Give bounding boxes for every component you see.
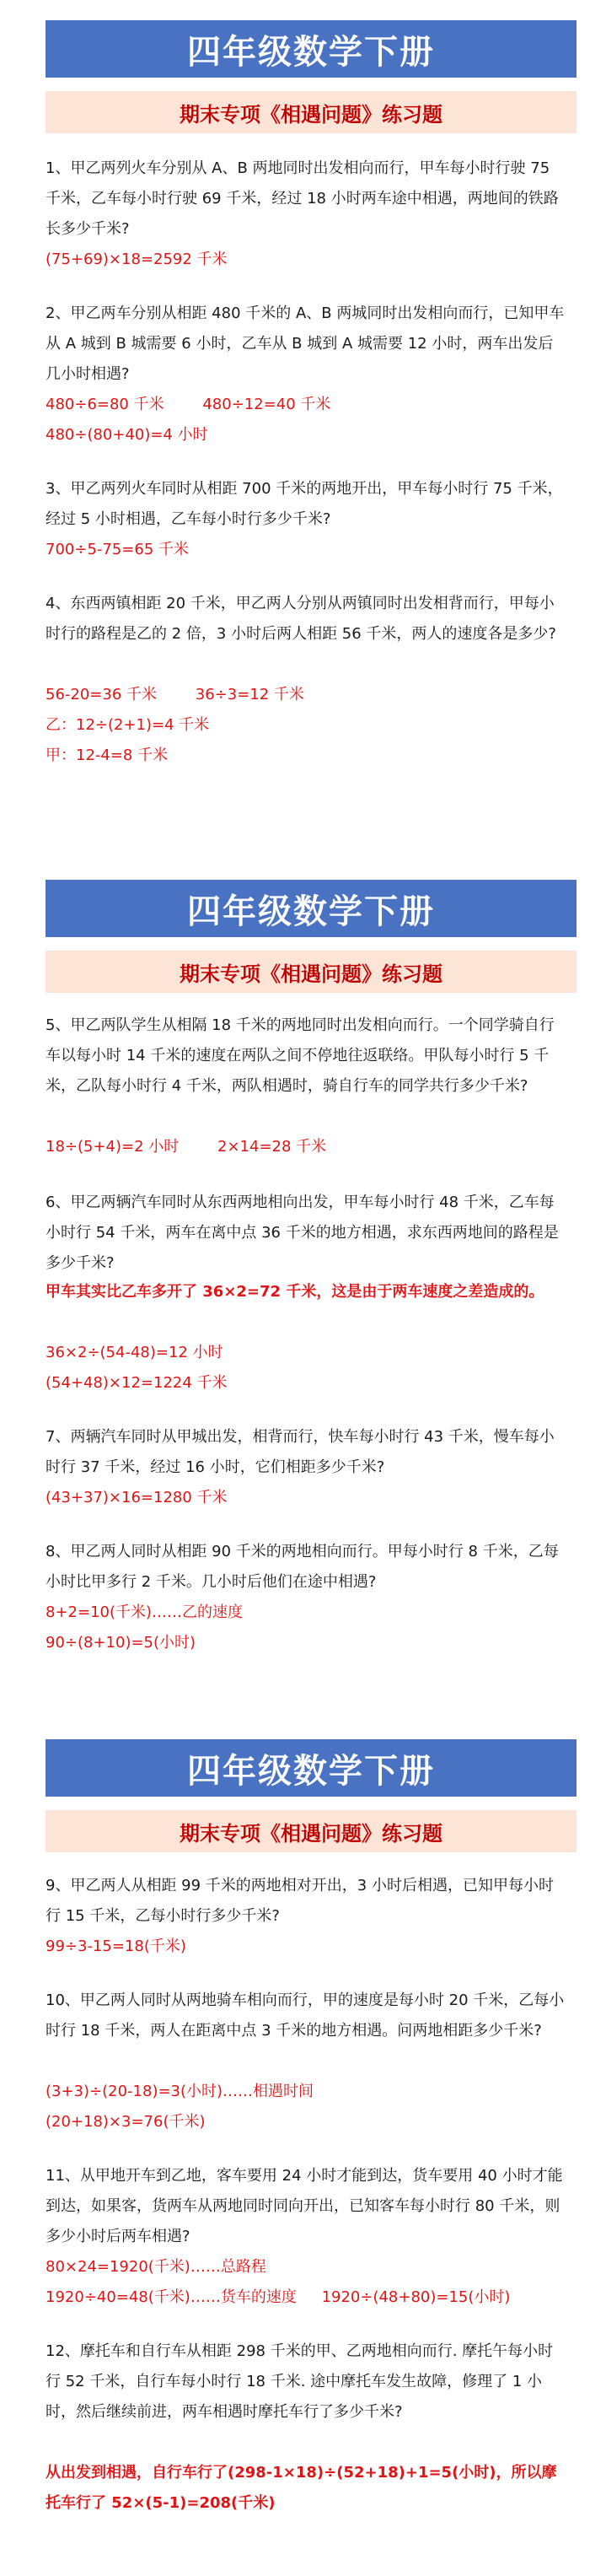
answer-5-line-1 (46, 1132, 577, 1162)
answer-2-part-1: 480÷6=80 千米 (46, 396, 164, 413)
answer-4-part-2: 36÷3=12 千米 (195, 686, 304, 703)
question-5: 5、甲乙两队学生从相隔 18 千米的两地同时出发相向而行。一个同学骑自行车以每小时 14 千米的速度在两队之间不停地往返联络。甲队每小时行 5 千米，乙队每小时行 4 千米，两队相遇时，骑自行车的同学共行多少千米? (46, 1016, 555, 1095)
worksheet-subtitle: 期末专项《相遇问题》练习题 (46, 91, 577, 133)
question-1: 1、甲乙两列火车分别从 A、B 两地同时出发相向而行，甲车每小时行驶 75 千米，乙车每小时行驶 69 千米，经过 18 小时两车途中相遇，两地间的铁路长多少千米? (46, 159, 559, 238)
question-7: 7、两辆汽车同时从甲城出发，相背而行，快车每小时行 43 千米，慢车每小时行 37 千米，经过 16 小时，它们相距多少千米? (46, 1428, 555, 1476)
answer-4-line-1 (46, 680, 577, 710)
worksheet-title: 四年级数学下册 (46, 20, 577, 78)
worksheet-title: 四年级数学下册 (46, 880, 577, 937)
answer-10-line-1: (3+3)÷(20-18)=3(小时)……相遇时间 (46, 2083, 314, 2100)
answer-8-line-2: 90÷(8+10)=5(小时) (46, 1634, 196, 1652)
answer-5-part-1: 18÷(5+4)=2 小时 (46, 1138, 180, 1156)
answer-2-line-2: 480÷(80+40)=4 小时 (46, 426, 208, 444)
worksheet-subtitle: 期末专项《相遇问题》练习题 (46, 1810, 577, 1852)
worksheet-title: 四年级数学下册 (46, 1739, 577, 1797)
question-3: 3、甲乙两列火车同时从相距 700 千米的两地开出，甲车每小时行 75 千米，经过 5 小时相遇，乙车每小时行多少千米? (46, 480, 563, 528)
question-9: 9、甲乙两人从相距 99 千米的两地相对开出，3 小时后相遇，已知甲每小时行 15 千米，乙每小时行多少千米? (46, 1877, 554, 1925)
answer-10-line-2: (20+18)×3=76(千米) (46, 2113, 206, 2131)
question-6: 6、甲乙两辆汽车同时从东西两地相向出发，甲车每小时行 48 千米，乙车每小时行 54 千米，两车在离中点 36 千米的地方相遇，求东西两地间的路程是多少千米? (46, 1194, 559, 1272)
answer-5-part-2: 2×14=28 千米 (217, 1138, 327, 1156)
question-8: 8、甲乙两人同时从相距 90 千米的两地相向而行。甲每小时行 8 千米，乙每小时比甲多行 2 千米。几小时后他们在途中相遇? (46, 1543, 559, 1591)
worksheet-subtitle: 期末专项《相遇问题》练习题 (46, 951, 577, 993)
answer-3-line-1: 700÷5-75=65 千米 (46, 541, 189, 558)
answer-9-line-1: 99÷3-15=18(千米) (46, 1937, 186, 1955)
answer-6-line-1: 甲车其实比乙车多开了 36×2=72 千米，这是由于两车速度之差造成的。 (46, 1283, 544, 1301)
answer-11-part-1: 1920÷40=48(千米)……货车的速度 (46, 2288, 297, 2306)
answer-4-line-3: 甲：12-4=8 千米 (46, 746, 169, 764)
answer-12-line-1: 从出发到相遇，自行车行了(298-1×18)÷(52+18)+1=5(小时)，所以摩托车行了 52×(5-1)=208(千米) (46, 2464, 557, 2512)
answer-8-line-1: 8+2=10(千米)……乙的速度 (46, 1603, 244, 1621)
answer-11-line-2 (46, 2282, 577, 2313)
answer-11-part-2: 1920÷(48+80)=15(小时) (321, 2288, 511, 2306)
answer-7-line-1: (43+37)×16=1280 千米 (46, 1489, 228, 1506)
answer-2-line-1 (46, 390, 577, 420)
answer-6-line-2: 36×2÷(54-48)=12 小时 (46, 1344, 223, 1361)
answer-2-part-2: 480÷12=40 千米 (202, 396, 331, 413)
question-4: 4、东西两镇相距 20 千米，甲乙两人分别从两镇同时出发相背而行，甲每小时行的路程是乙的 2 倍，3 小时后两人相距 56 千米，两人的速度各是多少? (46, 595, 556, 643)
answer-1-line-1: (75+69)×18=2592 千米 (46, 251, 228, 268)
question-10: 10、甲乙两人同时从两地骑车相向而行，甲的速度是每小时 20 千米，乙每小时行 18 千米，两人在距离中点 3 千米的地方相遇。问两地相距多少千米? (46, 1991, 565, 2040)
answer-6-line-3: (54+48)×12=1224 千米 (46, 1374, 228, 1392)
question-12: 12、摩托车和自行车从相距 298 千米的甲、乙两地相向而行. 摩托午每小时行 52 千米，自行车每小时行 18 千米. 途中摩托车发生故障，修理了 1 小时，然后继续前进，两车相遇时摩托车行了多少千米? (46, 2342, 554, 2421)
question-2: 2、甲乙两车分别从相距 480 千米的 A、B 两城同时出发相向而行，已知甲车从 A 城到 B 城需要 6 小时，乙车从 B 城到 A 城需要 12 小时，两车出发后几小时相遇? (46, 304, 565, 383)
question-11: 11、从甲地开车到乙地，客车要用 24 小时才能到达，货车要用 40 小时才能到达，如果客，货两车从两地同时同向开出，已知客车每小时行 80 千米，则多少小时后两车相遇? (46, 2167, 563, 2245)
answer-4-part-1: 56-20=36 千米 (46, 686, 158, 703)
answer-4-line-2: 乙：12÷(2+1)=4 千米 (46, 716, 210, 734)
answer-11-line-1: 80×24=1920(千米)……总路程 (46, 2258, 266, 2276)
